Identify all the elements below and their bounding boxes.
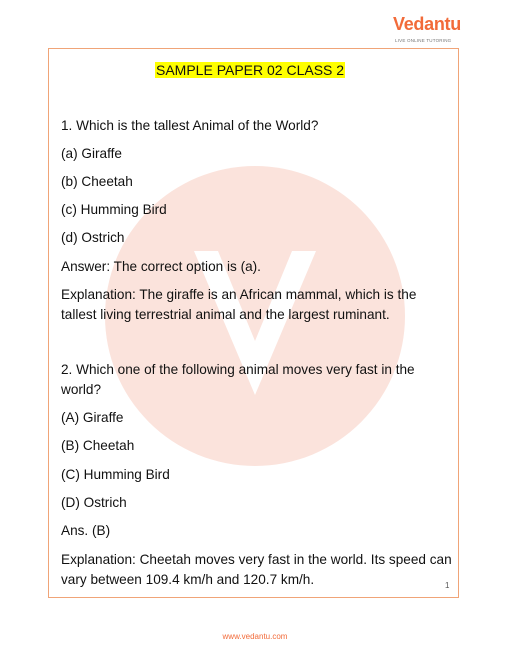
q1-option-c: (c) Humming Bird — [61, 202, 167, 217]
q2-option-a: (A) Giraffe — [61, 410, 124, 425]
vedantu-logo — [393, 14, 461, 48]
page-number: 1 — [445, 581, 450, 590]
page-title: SAMPLE PAPER 02 CLASS 2 — [156, 62, 345, 78]
question-2: 2. Which one of the following animal moves very fast in the world? — [61, 362, 415, 397]
q1-option-a: (a) Giraffe — [61, 146, 122, 161]
q2-answer: Ans. (B) — [61, 523, 111, 538]
logo-tagline: LIVE ONLINE TUTORING — [395, 38, 452, 43]
q2-explanation: Explanation: Cheetah moves very fast in the world. Its speed can vary between 109.4 km/h and 120.7 km/h. — [61, 552, 452, 587]
q2-option-d: (D) Ostrich — [61, 495, 127, 510]
q1-option-b: (b) Cheetah — [61, 174, 133, 189]
question-1: 1. Which is the tallest Animal of the World? — [61, 118, 319, 133]
q1-explanation: Explanation: The giraffe is an African mammal, which is the tallest living terrestrial animal and the largest ruminant. — [61, 287, 417, 322]
q1-option-d: (d) Ostrich — [61, 230, 125, 245]
footer-url[interactable]: www.vedantu.com — [222, 632, 288, 641]
q2-option-b: (B) Cheetah — [61, 438, 135, 453]
logo-text: Vedantu — [393, 14, 461, 34]
q1-answer: Answer: The correct option is (a). — [61, 259, 261, 274]
q2-option-c: (C) Humming Bird — [61, 467, 170, 482]
